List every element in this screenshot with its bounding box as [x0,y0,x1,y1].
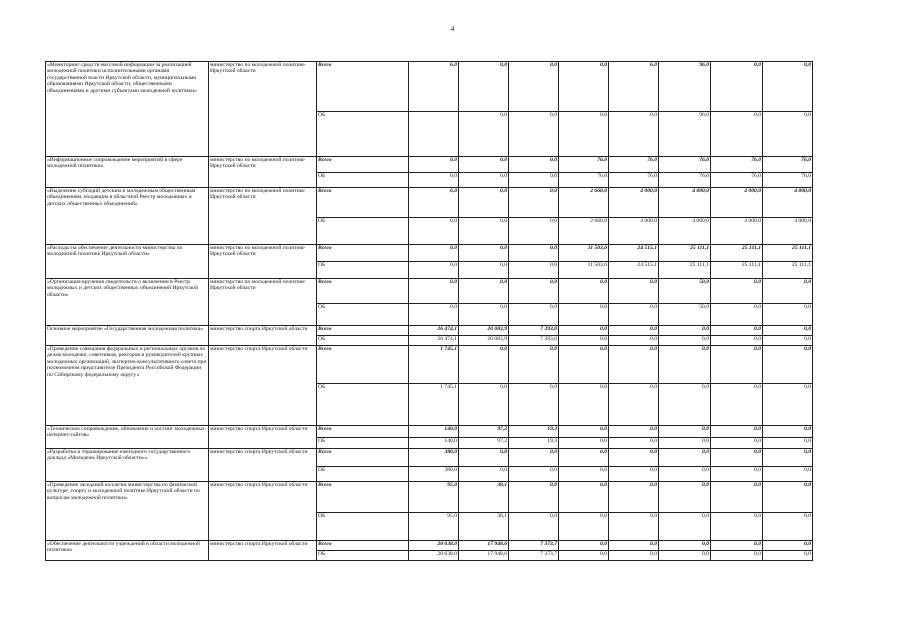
total-value: 0,0 [509,245,559,262]
ob-value: 25 111,1 [763,262,813,279]
total-value: 95,0 [409,482,459,513]
ob-value: 0,0 [509,467,559,482]
ob-value: 0,0 [711,336,763,346]
total-value: 0,0 [459,62,509,112]
ob-value: 76,0 [711,173,763,188]
total-value: 0,0 [763,346,813,384]
funding-source-ob: ОБ [317,438,409,449]
total-value: 7 373,7 [509,541,559,551]
ob-value: 0,0 [609,112,659,157]
total-value: 0,0 [459,279,509,304]
ob-value: 0,0 [409,218,459,245]
ob-value: 0,0 [659,336,711,346]
total-value: 0,0 [763,279,813,304]
total-value: 0,0 [559,326,609,336]
funding-source-ob: ОБ [317,336,409,346]
ob-value: 0,0 [763,467,813,482]
ob-value: 0,0 [609,513,659,541]
total-value: 6,0 [609,62,659,112]
table-row [46,62,813,112]
ob-value: 38,1 [459,513,509,541]
ob-value: 1 745,1 [409,384,459,426]
total-value: 0,0 [609,346,659,384]
ob-value: 0,0 [711,513,763,541]
measure-name: «Мониторинг средств массовой информации за реализацией молодежной политики исполнительными органами государственной власти Иркутской области, муниципальными образованиями Иркутской области, общественными объединениями и другими субъектами молодежной политики» [46,62,209,157]
total-value: 0,0 [559,62,609,112]
ob-value: 25 111,1 [659,262,711,279]
total-value: 0,0 [763,449,813,467]
ob-value: 0,0 [659,438,711,449]
funding-source-total: Всего [317,541,409,551]
total-value: 0,0 [609,541,659,551]
total-value: 0,0 [659,449,711,467]
total-value: 76,0 [763,157,813,173]
total-value: 0,0 [509,482,559,513]
ob-value: 0,0 [459,304,509,326]
ob-value: 76,0 [659,173,711,188]
total-value: 0,0 [609,449,659,467]
total-value: 1 745,1 [409,346,459,384]
measure-name: «Техническое сопровождение, обновление и хостинг молодежных интернет-сайтов» [46,426,209,449]
ob-value: 0,0 [659,513,711,541]
ob-value: 0,0 [763,513,813,541]
total-value: 17 948,6 [459,541,509,551]
funding-source-total: Всего [317,62,409,112]
ob-value: 0,0 [509,173,559,188]
funding-source-total: Всего [317,426,409,438]
total-value: 11 503,6 [559,245,609,262]
total-value: 0,0 [509,279,559,304]
funding-source-ob: ОБ [317,262,409,279]
table-row [46,245,813,262]
funding-source-ob: ОБ [317,384,409,426]
funding-source-total: Всего [317,449,409,467]
ob-value: 0,0 [711,384,763,426]
total-value: 24 515,1 [609,245,659,262]
total-value: 0,0 [711,426,763,438]
total-value: 0,0 [559,541,609,551]
executor: министерство спорта Иркутской области [209,541,317,561]
total-value: 76,0 [559,157,609,173]
ob-value: 0,0 [559,112,609,157]
ob-value: 0,0 [559,467,609,482]
total-value: 0,0 [711,62,763,112]
ob-value: 76,0 [609,173,659,188]
ob-value: 17 948,6 [459,551,509,561]
funding-source-ob: ОБ [317,304,409,326]
executor: министерство по молодежной политике Иркутской области [209,188,317,245]
total-value: 0,0 [659,482,711,513]
total-value: 0,0 [659,426,711,438]
ob-value: 0,0 [509,262,559,279]
funding-source-total: Всего [317,157,409,173]
total-value: 0,0 [509,449,559,467]
ob-value: 4 000,0 [659,218,711,245]
total-value: 0,0 [711,279,763,304]
ob-value: 0,0 [711,551,763,561]
total-value: 0,0 [559,346,609,384]
ob-value: 0,0 [409,304,459,326]
funding-source-total: Всего [317,279,409,304]
executor: министерство по молодежной политике Иркутской области [209,245,317,279]
ob-value: 0,0 [509,384,559,426]
table-row [46,157,813,173]
ob-value: 0,0 [559,551,609,561]
total-value: 2 660,0 [559,188,609,218]
total-value: 6,0 [409,188,459,218]
total-value: 0,0 [763,426,813,438]
funding-source-total: Всего [317,188,409,218]
table-row [46,279,813,304]
ob-value: 0,0 [711,467,763,482]
total-value: 4 000,0 [659,188,711,218]
ob-value: 0,0 [711,438,763,449]
ob-value: 76,0 [559,173,609,188]
ob-value: 0,0 [609,304,659,326]
ob-value: 0,0 [559,438,609,449]
table-row [46,449,813,467]
total-value: 26 474,1 [409,326,459,336]
measure-name: «Проведение заседаний коллегии министерства по физической культуре, спорту и молодежной политике Иркутской области по вопросам молодежной политики» [46,482,209,541]
funding-source-ob: ОБ [317,551,409,561]
total-value: 97,2 [459,426,509,438]
total-value: 7 393,0 [509,326,559,336]
ob-value: 20 638,0 [409,551,459,561]
funding-source-ob: ОБ [317,218,409,245]
total-value: 0,0 [409,157,459,173]
ob-value: 0,0 [459,262,509,279]
ob-value: 24 515,1 [609,262,659,279]
total-value: 76,0 [711,157,763,173]
total-value: 96,0 [659,62,711,112]
ob-value: 0,0 [711,304,763,326]
table-row [46,326,813,336]
table-row [46,426,813,438]
executor: министерство спорта Иркутской области [209,346,317,426]
total-value: 19,3 [509,426,559,438]
total-value: 25 111,1 [711,245,763,262]
ob-value: 2 660,0 [559,218,609,245]
ob-value: 0,0 [659,384,711,426]
ob-value: 0,0 [763,112,813,157]
page-number: 4 [450,25,455,33]
total-value: 4 000,0 [609,188,659,218]
ob-value: 0,0 [509,218,559,245]
ob-value: 0,0 [609,467,659,482]
total-value: 25 111,1 [659,245,711,262]
funding-source-ob: ОБ [317,467,409,482]
funding-source-total: Всего [317,346,409,384]
executor: министерство спорта Иркутской области [209,482,317,541]
budget-table [45,61,813,561]
ob-value: 0,0 [509,513,559,541]
ob-value: 96,0 [659,112,711,157]
ob-value: 0,0 [459,173,509,188]
executor: министерство спорта Иркутской области [209,426,317,449]
total-value: 0,0 [711,346,763,384]
ob-value: 7 373,7 [509,551,559,561]
table-row [46,541,813,551]
ob-value: 97,2 [459,438,509,449]
measure-name: «Выделение субсидий детским и молодежным общественным объединениям, входящим в областной Реестр молодежных и детских общественных объединений» [46,188,209,245]
funding-source-total: Всего [317,245,409,262]
total-value: 6,0 [409,62,459,112]
total-value: 0,0 [763,482,813,513]
total-value: 25 111,1 [763,245,813,262]
total-value: 0,0 [609,482,659,513]
funding-source-total: Всего [317,326,409,336]
ob-value: 0,0 [459,384,509,426]
executor: министерство по молодежной политике Иркутской области [209,62,317,157]
total-value: 4 000,0 [763,188,813,218]
table-row [46,346,813,384]
measure-name: «Расходы на обеспечение деятельности министерства по молодежной политике Иркутской области» [46,245,209,279]
total-value: 0,0 [509,62,559,112]
ob-value: 0,0 [659,551,711,561]
ob-value: 0,0 [763,384,813,426]
ob-value: 0,0 [509,304,559,326]
measure-name: «Информационное сопровождение мероприятий в сфере молодежной политики» [46,157,209,188]
ob-value: 0,0 [609,384,659,426]
ob-value: 0,0 [409,262,459,279]
ob-value [409,112,459,157]
total-value: 380,0 [409,449,459,467]
ob-value: 0,0 [763,438,813,449]
measure-name: «Разработка и тиражирование ежегодного государственного доклада «Молодежь Иркутской области»» [46,449,209,482]
ob-value: 20 083,9 [459,336,509,346]
ob-value: 0,0 [559,513,609,541]
ob-value: 0,0 [763,551,813,561]
funding-source-total: Всего [317,482,409,513]
ob-value: 0,0 [609,551,659,561]
total-value: 0,0 [459,449,509,467]
total-value: 20 638,0 [409,541,459,551]
ob-value: 0,0 [559,384,609,426]
total-value: 0,0 [711,541,763,551]
ob-value: 140,0 [409,438,459,449]
ob-value: 0,0 [559,304,609,326]
total-value: 0,0 [509,346,559,384]
total-value: 0,0 [459,157,509,173]
total-value: 0,0 [659,346,711,384]
ob-value: 50,0 [659,304,711,326]
ob-value: 4 000,0 [609,218,659,245]
executor: министерство спорта Иркутской области [209,326,317,346]
total-value: 140,0 [409,426,459,438]
ob-value: 0,0 [509,112,559,157]
total-value: 38,1 [459,482,509,513]
total-value: 0,0 [609,279,659,304]
total-value: 76,0 [659,157,711,173]
table-row [46,188,813,218]
total-value: 0,0 [559,482,609,513]
total-value: 0,0 [763,62,813,112]
ob-value: 0,0 [609,336,659,346]
ob-value: 11 503,6 [559,262,609,279]
ob-value: 0,0 [459,112,509,157]
total-value: 4 000,0 [711,188,763,218]
executor: министерство по молодежной политике Иркутской области [209,279,317,326]
total-value: 0,0 [659,541,711,551]
total-value: 0,0 [711,326,763,336]
ob-value: 0,0 [609,438,659,449]
ob-value: 0,0 [409,173,459,188]
ob-value: 4 000,0 [763,218,813,245]
total-value: 0,0 [559,279,609,304]
ob-value: 4 000,0 [711,218,763,245]
ob-value: 76,0 [763,173,813,188]
table-row [46,482,813,513]
total-value: 0,0 [509,188,559,218]
total-value: 0,0 [459,346,509,384]
measure-name: «Обеспечение деятельности учреждений в области молодежной политики» [46,541,209,561]
total-value: 0,0 [409,245,459,262]
total-value: 0,0 [559,449,609,467]
measure-name: «Проведение совещания федеральных и региональных органов по делам молодежи, советников, ректоров и руководителей крупных молодежных организаций, экспертно-консультативного совета при полномочном представителе Президента Российской Федерации по Сибирскому федеральному округу» [46,346,209,426]
ob-value: 7 393,0 [509,336,559,346]
funding-source-ob: ОБ [317,112,409,157]
total-value: 0,0 [509,157,559,173]
total-value: 0,0 [711,482,763,513]
total-value: 0,0 [559,426,609,438]
ob-value: 0,0 [559,336,609,346]
total-value: 0,0 [609,326,659,336]
total-value: 0,0 [763,326,813,336]
ob-value: 380,0 [409,467,459,482]
measure-name: «Организация вручения свидетельств о включении в Реестр молодежных и детских общественных объединений Иркутской области» [46,279,209,326]
ob-value: 95,0 [409,513,459,541]
ob-value: 26 474,1 [409,336,459,346]
total-value: 0,0 [409,279,459,304]
funding-source-ob: ОБ [317,173,409,188]
ob-value: 25 111,1 [711,262,763,279]
executor: министерство по молодежной политике Иркутской области [209,157,317,188]
total-value: 0,0 [459,245,509,262]
ob-value: 19,3 [509,438,559,449]
ob-value: 0,0 [459,467,509,482]
ob-value: 0,0 [711,112,763,157]
total-value: 0,0 [659,326,711,336]
executor: министерство спорта Иркутской области [209,449,317,482]
ob-value: 0,0 [763,304,813,326]
total-value: 0,0 [609,426,659,438]
measure-name: Основное мероприятие «Государственная молодежная политика» [46,326,209,346]
ob-value: 0,0 [659,467,711,482]
funding-source-ob: ОБ [317,513,409,541]
total-value: 0,0 [459,188,509,218]
ob-value: 0,0 [459,218,509,245]
ob-value: 0,0 [763,336,813,346]
total-value: 50,0 [659,279,711,304]
total-value: 76,0 [609,157,659,173]
total-value: 20 083,9 [459,326,509,336]
total-value: 0,0 [763,541,813,551]
total-value: 0,0 [711,449,763,467]
